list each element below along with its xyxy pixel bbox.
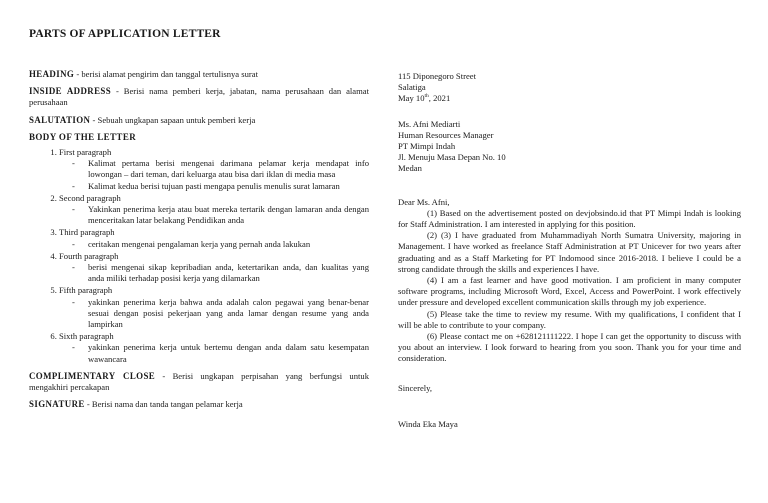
- letter-paragraph: (2) (3) I have graduated from Muhammadiyah North Sumatra University, majoring in Management. I have worked as freelance Staff Administration at PT Unicever for two years after graduating and as a Staff Marketing for PT Indomood since 2016-2018. I believe I could be a strong candidate through the skills and experiences I have.: [398, 230, 741, 274]
- bullet-item: - Yakinkan penerima kerja atau buat mereka tertarik dengan lamaran anda dengan menceritakan latar belakang Pendidikan anda: [88, 204, 369, 226]
- letter-paragraph: (4) I am a fast learner and have good motivation. I am proficient in many computer software programs, including Microsoft Word, Excel, Access and PowerPoint. I work effectively under pressure and developed excellent communication skills through my job experience.: [398, 275, 741, 308]
- list-item: [59, 285, 369, 330]
- bullet-list: [59, 239, 369, 250]
- letter-date: [398, 93, 741, 104]
- bullet-list: [59, 342, 369, 364]
- recipient-company: PT Mimpi Indah: [398, 141, 456, 152]
- complimentary-close-section: [29, 371, 369, 393]
- bullet-item: - berisi mengenai sikap kepribadian anda, ketertarikan anda, dan kualitas yang anda miliki terhadap posisi kerja yang dilamarkan: [88, 262, 369, 284]
- recipient-street: Jl. Menuju Masa Depan No. 10: [398, 152, 506, 163]
- letter-salutation: Dear Ms. Afni,: [398, 196, 450, 207]
- bullet-list: [59, 297, 369, 331]
- paragraph-name: Sixth paragraph: [59, 331, 114, 342]
- date-year: , 2021: [428, 93, 451, 104]
- bullet-item: - Kalimat kedua berisi tujuan pasti mengapa penulis menulis surat lamaran: [88, 181, 369, 192]
- signature-section: [29, 399, 369, 410]
- list-item: [59, 147, 369, 192]
- paragraph-name: Third paragraph: [59, 227, 115, 238]
- bullet-item: - yakinkan penerima kerja bahwa anda adalah calon pegawai yang benar-benar sesuai dengan posisi pekerjaan yang anda lamar dengan resume yang anda lampirkan: [88, 297, 369, 331]
- date-suffix: th: [424, 93, 429, 100]
- salutation-label: SALUTATION: [29, 114, 91, 125]
- salutation-text: - Sebuah ungkapan sapaan untuk pemberi kerja: [90, 114, 256, 125]
- paragraph-name: Second paragraph: [59, 192, 121, 203]
- inside-address-label: INSIDE ADDRESS: [29, 86, 112, 97]
- bullet-list: [59, 158, 369, 192]
- parts-explanation: [29, 69, 369, 410]
- sample-letter: [398, 71, 741, 430]
- body-of-letter-heading: BODY OF THE LETTER: [29, 131, 137, 142]
- bullet-item: - yakinkan penerima kerja untuk bertemu dengan anda dalam satu kesempatan wawancara: [88, 342, 369, 364]
- paragraph-name: Fifth paragraph: [59, 285, 113, 296]
- sender-city: Salatiga: [398, 82, 426, 93]
- inside-address-text: - Berisi nama pemberi kerja, jabatan, nama perusahaan dan alamat perusahaan: [29, 86, 370, 108]
- letter-paragraph: (1) Based on the advertisement posted on devjobsindo.id that PT Mimpi Indah is looking for Staff Administration. I am interested in applying for this position.: [398, 207, 741, 230]
- signature-label: SIGNATURE: [29, 399, 85, 410]
- recipient-city: Medan: [398, 163, 422, 174]
- date-day: May 10: [398, 93, 425, 104]
- letter-paragraph: (5) Please take the time to review my resume. With my qualifications, I confident that I will be able to contribute to your company.: [398, 308, 741, 330]
- heading-label: HEADING: [29, 69, 75, 79]
- bullet-item: - Kalimat pertama berisi mengenai darimana pelamar kerja mendapat info lowongan – dari teman, dari keluarga atau bisa dari iklan di media masa: [88, 158, 369, 180]
- heading-section: [29, 69, 369, 80]
- sender-street: 115 Diponegoro Street: [398, 71, 476, 81]
- recipient-address: [398, 119, 741, 175]
- heading-text: - berisi alamat pengirim dan tanggal tertulisnya surat: [74, 69, 258, 79]
- letter-signer: Winda Eka Maya: [398, 418, 458, 429]
- letter-paragraph: (6) Please contact me on +628121111222. I hope I can get the opportunity to discuss with you about an interview. I look forward to hearing from you soon. Thank you for your time and consideration.: [398, 331, 741, 364]
- letter-closing: Sincerely,: [398, 382, 433, 393]
- signature-text: - Berisi nama dan tanda tangan pelamar kerja: [84, 399, 243, 410]
- paragraph-name: First paragraph: [59, 147, 112, 158]
- complimentary-close-text: - Berisi ungkapan perpisahan yang berfungsi untuk mengakhiri percakapan: [29, 370, 369, 393]
- list-item: [59, 251, 369, 285]
- list-item: [59, 331, 369, 365]
- sender-address: [398, 71, 741, 105]
- page-title: PARTS OF APPLICATION LETTER: [29, 28, 221, 40]
- bullet-list: [59, 262, 369, 284]
- salutation-section: [29, 115, 369, 126]
- recipient-name: Ms. Afni Mediarti: [398, 118, 461, 129]
- paragraph-list: [29, 147, 369, 365]
- recipient-title: Human Resources Manager: [398, 129, 494, 140]
- bullet-list: [59, 204, 369, 226]
- paragraph-name: Fourth paragraph: [59, 250, 119, 261]
- complimentary-close-label: COMPLIMENTARY CLOSE: [29, 370, 156, 381]
- inside-address-section: [29, 86, 369, 108]
- list-item: [59, 193, 369, 227]
- bullet-item: - ceritakan mengenai pengalaman kerja yang pernah anda lakukan: [88, 239, 369, 250]
- list-item: [59, 227, 369, 249]
